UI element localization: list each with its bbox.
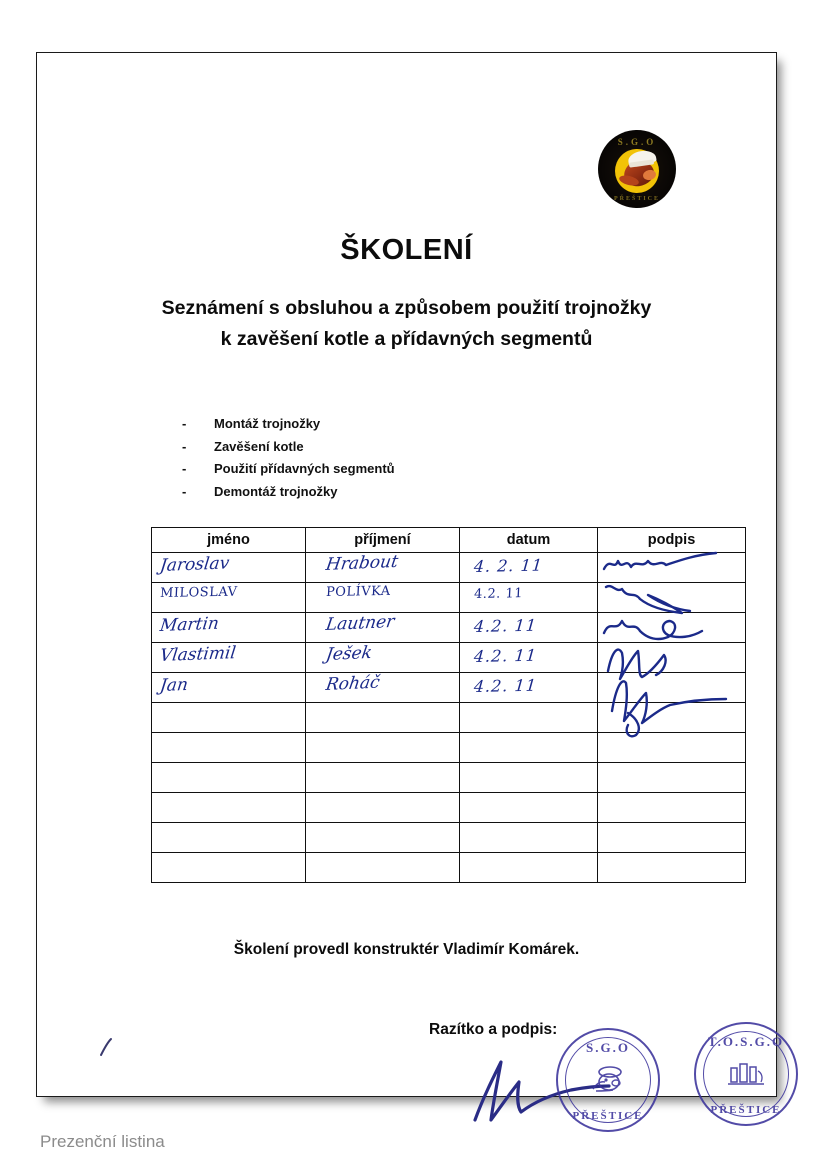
table-cell-prijmeni[interactable] bbox=[306, 553, 460, 583]
topic-list bbox=[182, 413, 602, 503]
table-cell-prijmeni[interactable] bbox=[306, 613, 460, 643]
topic-bullet-dash: - bbox=[182, 483, 187, 499]
topic-label: Zavěšení kotle bbox=[214, 438, 304, 454]
trainer-statement: Školení provedl konstruktér Vladimír Komárek. bbox=[233, 941, 580, 958]
topic-list-item bbox=[182, 481, 602, 504]
table-cell-podpis[interactable] bbox=[598, 703, 746, 733]
handwritten-prijmeni: Ješek bbox=[324, 642, 374, 666]
stamp-tosgo-top-text: T.O.S.G.O bbox=[707, 1034, 785, 1049]
table-cell-datum[interactable] bbox=[460, 853, 598, 883]
table-cell-prijmeni[interactable] bbox=[306, 733, 460, 763]
table-cell-datum[interactable] bbox=[460, 553, 598, 583]
topic-list-item bbox=[182, 436, 602, 459]
topic-label: Použití přídavných segmentů bbox=[214, 461, 395, 476]
document-page bbox=[36, 52, 785, 1122]
stamp-tosgo-bottom-text: PŘEŠTICE bbox=[710, 1104, 782, 1116]
logo-ring-bottom-text: PŘEŠTICE bbox=[613, 196, 660, 202]
handwritten-jmeno: Vlastimil bbox=[158, 643, 237, 667]
table-cell-jmeno[interactable] bbox=[152, 553, 306, 583]
topic-list-item bbox=[182, 413, 602, 436]
table-cell-prijmeni[interactable] bbox=[306, 763, 460, 793]
table-cell-jmeno[interactable] bbox=[152, 643, 306, 673]
attendance-table bbox=[151, 527, 746, 883]
handwritten-prijmeni: Lautner bbox=[324, 611, 396, 636]
topic-list-item bbox=[182, 458, 602, 481]
topic-bullet-dash: - bbox=[182, 461, 187, 476]
table-cell-jmeno[interactable] bbox=[152, 613, 306, 643]
handwritten-jmeno: MILOSLAV bbox=[159, 584, 238, 602]
topic-bullet-dash: - bbox=[182, 416, 187, 431]
table-cell-podpis[interactable] bbox=[598, 823, 746, 853]
table-cell-jmeno[interactable] bbox=[152, 733, 306, 763]
table-row bbox=[152, 853, 746, 883]
stamp-sgo-top-text: S.G.O bbox=[586, 1040, 630, 1055]
stamp-sgo-bottom-text: PŘEŠTICE bbox=[572, 1110, 644, 1122]
table-cell-jmeno[interactable] bbox=[152, 853, 306, 883]
table-cell-datum[interactable] bbox=[460, 733, 598, 763]
table-cell-datum[interactable] bbox=[460, 583, 598, 613]
table-cell-jmeno[interactable] bbox=[152, 763, 306, 793]
column-header-podpis: podpis bbox=[598, 528, 746, 553]
table-cell-podpis[interactable] bbox=[598, 673, 746, 703]
table-cell-prijmeni[interactable] bbox=[306, 673, 460, 703]
table-cell-jmeno[interactable] bbox=[152, 823, 306, 853]
table-cell-podpis[interactable] bbox=[598, 733, 746, 763]
table-cell-prijmeni[interactable] bbox=[306, 703, 460, 733]
table-cell-datum[interactable] bbox=[460, 613, 598, 643]
table-cell-podpis[interactable] bbox=[598, 763, 746, 793]
attendance-table-body bbox=[152, 553, 746, 883]
handwritten-datum: 4.2. 11 bbox=[473, 615, 538, 637]
logo-ring-top-text: S.G.O bbox=[617, 137, 657, 147]
table-cell-prijmeni[interactable] bbox=[306, 583, 460, 613]
table-cell-jmeno[interactable] bbox=[152, 703, 306, 733]
handwritten-prijmeni: Roháč bbox=[324, 672, 382, 696]
table-row bbox=[152, 793, 746, 823]
table-cell-prijmeni[interactable] bbox=[306, 643, 460, 673]
stamp-sgo-emblem-icon bbox=[587, 1065, 629, 1095]
table-row bbox=[152, 673, 746, 703]
table-cell-prijmeni[interactable] bbox=[306, 853, 460, 883]
column-header-jmeno: jméno bbox=[152, 528, 306, 553]
handwritten-datum: 4.2. 11 bbox=[473, 645, 538, 667]
page-subtitle-line-1: Seznámení s obsluhou a způsobem použití trojnožky bbox=[161, 297, 652, 319]
stamp-tosgo bbox=[694, 1022, 798, 1126]
stamp-and-signature-label: Razítko a podpis: bbox=[429, 1021, 558, 1038]
table-row bbox=[152, 763, 746, 793]
topic-label: Demontáž trojnožky bbox=[214, 483, 338, 499]
page-subtitle bbox=[37, 293, 776, 355]
handwritten-jmeno: Jaroslav bbox=[158, 553, 231, 577]
table-cell-datum[interactable] bbox=[460, 823, 598, 853]
table-cell-podpis[interactable] bbox=[598, 793, 746, 823]
handwritten-prijmeni: POLÍVKA bbox=[325, 583, 392, 601]
table-cell-datum[interactable] bbox=[460, 673, 598, 703]
topic-label: Montáž trojnožky bbox=[214, 416, 321, 431]
table-cell-datum[interactable] bbox=[460, 793, 598, 823]
topic-bullet-dash: - bbox=[182, 438, 187, 454]
table-row bbox=[152, 823, 746, 853]
table-cell-podpis[interactable] bbox=[598, 853, 746, 883]
column-header-prijmeni: příjmení bbox=[306, 528, 460, 553]
column-header-datum: datum bbox=[460, 528, 598, 553]
table-cell-jmeno[interactable] bbox=[152, 793, 306, 823]
table-cell-prijmeni[interactable] bbox=[306, 823, 460, 853]
handwritten-datum: 4.2. 11 bbox=[473, 586, 524, 603]
stray-pen-mark bbox=[97, 1036, 117, 1058]
table-cell-datum[interactable] bbox=[460, 703, 598, 733]
handwritten-jmeno: Jan bbox=[158, 674, 190, 697]
table-cell-datum[interactable] bbox=[460, 763, 598, 793]
table-cell-jmeno[interactable] bbox=[152, 673, 306, 703]
sgo-pig-logo-icon bbox=[598, 130, 676, 208]
handwritten-prijmeni: Hrabout bbox=[324, 551, 400, 576]
table-row bbox=[152, 733, 746, 763]
handwritten-datum: 4. 2. 11 bbox=[473, 555, 544, 577]
table-cell-prijmeni[interactable] bbox=[306, 793, 460, 823]
stamp-tosgo-emblem-icon bbox=[725, 1059, 767, 1089]
handwritten-datum: 4.2. 11 bbox=[473, 675, 538, 697]
handwritten-jmeno: Martin bbox=[158, 613, 221, 637]
page-title: ŠKOLENÍ bbox=[340, 234, 473, 266]
table-row bbox=[152, 703, 746, 733]
page-caption: Prezenční listina bbox=[40, 1132, 165, 1151]
table-cell-datum[interactable] bbox=[460, 643, 598, 673]
stamp-sgo bbox=[556, 1028, 660, 1132]
table-cell-jmeno[interactable] bbox=[152, 583, 306, 613]
page-subtitle-line-2: k zavěšení kotle a přídavných segmentů bbox=[220, 328, 593, 350]
